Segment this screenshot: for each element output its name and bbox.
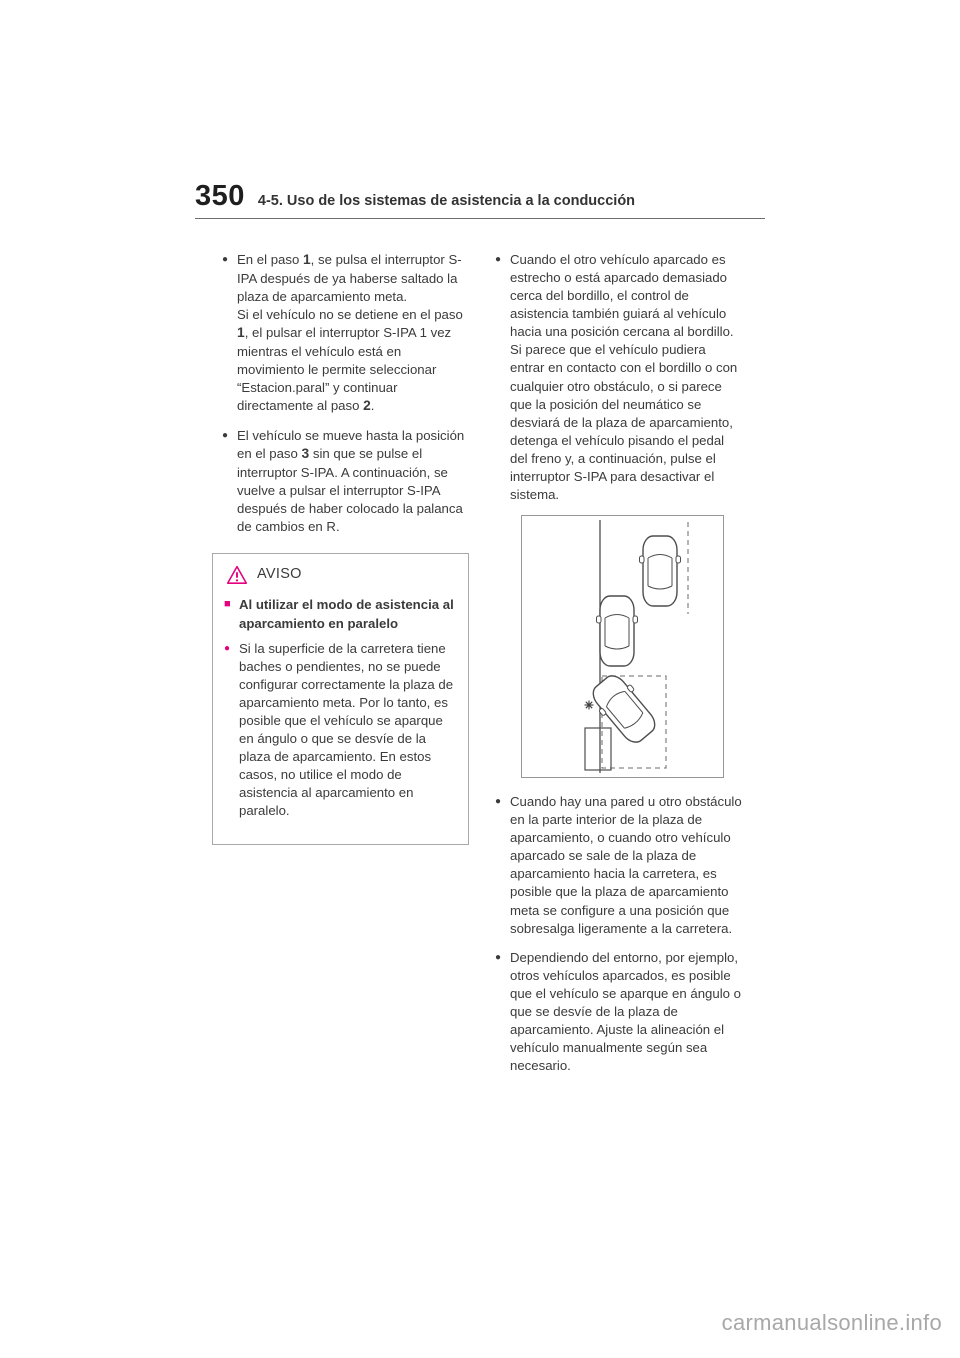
text-run: sin que se pulse el interruptor S-IPA. A continuación, se vuelve a pulsar el interruptor S-IPA después de haber colocado la palanca de cambios en R. bbox=[237, 446, 463, 535]
parallel-parking-diagram bbox=[522, 516, 723, 777]
step-number: 3 bbox=[301, 446, 310, 462]
text-run: En el paso bbox=[237, 252, 303, 267]
bullet-item bbox=[222, 427, 469, 536]
text-run: Si la superficie de la carretera tiene baches o pendientes, no se puede configurar correctamente la plaza de aparcamiento meta. Por lo tanto, es posible que el vehículo se aparque en ángulo o que se desvíe de la plaza de aparcamiento. En estos casos, no utilice el modo de asistencia al aparcamiento en paralelo. bbox=[239, 640, 454, 819]
page-header bbox=[195, 182, 765, 219]
text-run: Si parece que el vehículo pudiera entrar en contacto con el bordillo o con cualquier otro obstáculo, o si parece que la posición del neumático se desviará de la plaza de aparcamiento, detenga el vehículo pisando el pedal del freno y, a continuación, pulse el interruptor S-IPA para desactivar el sistema. bbox=[510, 342, 738, 503]
contact-star-icon bbox=[585, 701, 594, 710]
text-run: Cuando hay una pared u otro obstáculo en la parte interior de la plaza de aparcamiento, o cuando otro vehículo aparcado se sale de la plaza de aparcamiento hacia la carretera, es posible que la plaza de aparcamiento meta se configure a una posición que sobresalga ligeramente a la carretera. bbox=[510, 794, 742, 936]
bullet-text bbox=[237, 428, 464, 534]
aviso-item-list bbox=[224, 640, 457, 821]
bullet-item bbox=[495, 949, 742, 1076]
watermark: carmanualsonline.info bbox=[721, 1310, 942, 1335]
text-run: Dependiendo del entorno, por ejemplo, otros vehículos aparcados, es posible que el vehículo se aparque en ángulo o que se desvíe de la plaza de aparcamiento. Ajuste la alineación el vehículo manualmente según sea necesario. bbox=[510, 949, 741, 1074]
text-run: Si el vehículo no se detiene en el paso bbox=[237, 307, 463, 323]
left-column bbox=[222, 251, 469, 1086]
bullet-item bbox=[495, 793, 742, 938]
text-run: El vehículo se mueve hasta la posición en el paso bbox=[237, 428, 465, 462]
aviso-box bbox=[212, 553, 469, 845]
text-run: Cuando el otro vehículo aparcado es estrecho o está aparcado demasiado cerca del bordillo, el control de asistencia también guiará al vehículo hacia una posición cercana al bordillo. bbox=[510, 252, 734, 340]
square-bullet-icon: ■ bbox=[224, 598, 231, 611]
bullet-item bbox=[224, 640, 457, 821]
bullet-icon: ● bbox=[495, 254, 502, 265]
bullet-icon: ● bbox=[495, 951, 502, 963]
reversing-car-icon bbox=[586, 669, 662, 749]
aviso-title: AVISO bbox=[257, 566, 302, 583]
aviso-heading-text: Al utilizar el modo de asistencia al aparcamiento en paralelo bbox=[239, 597, 454, 631]
step-number: 1 bbox=[237, 325, 245, 341]
bullet-text bbox=[510, 950, 741, 1073]
warning-triangle-icon bbox=[226, 565, 248, 585]
bullet-text bbox=[237, 252, 463, 413]
bullet-icon: ● bbox=[222, 430, 229, 442]
header-row bbox=[195, 182, 765, 211]
parked-car-icon bbox=[640, 536, 681, 606]
left-bullet-list bbox=[222, 251, 469, 536]
bullet-icon: ● bbox=[222, 254, 229, 265]
bullet-text bbox=[239, 641, 453, 819]
page-number: 350 bbox=[195, 180, 245, 212]
text-run: , se pulsa el interruptor S-IPA después de ya haberse saltado la plaza de aparcamiento meta. bbox=[237, 252, 462, 304]
parallel-parking-figure bbox=[521, 515, 724, 778]
bullet-icon: ● bbox=[495, 796, 502, 808]
step-number: 2 bbox=[363, 398, 371, 414]
content-columns bbox=[222, 251, 742, 1086]
step-number: 1 bbox=[302, 252, 311, 267]
bullet-item bbox=[222, 251, 469, 416]
text-run: . bbox=[370, 398, 375, 414]
obstacle-rect bbox=[585, 728, 611, 770]
bullet-text bbox=[510, 252, 737, 502]
section-title: 4-5. Uso de los sistemas de asistencia a la conducción bbox=[257, 193, 636, 209]
text-run: , el pulsar el interruptor S-IPA 1 vez mientras el vehículo está en movimiento le permite seleccionar “Estacion.paral” y continuar directamente al paso bbox=[237, 325, 452, 414]
bullet-icon: ● bbox=[224, 642, 231, 654]
bullet-text bbox=[510, 794, 742, 936]
right-column bbox=[495, 251, 742, 1086]
right-bullet-list-top bbox=[495, 251, 742, 504]
bullet-item bbox=[495, 251, 742, 504]
ego-car-icon bbox=[597, 596, 638, 666]
right-bullet-list-bottom bbox=[495, 793, 742, 1075]
aviso-title-row bbox=[224, 565, 457, 585]
aviso-heading bbox=[224, 596, 457, 632]
